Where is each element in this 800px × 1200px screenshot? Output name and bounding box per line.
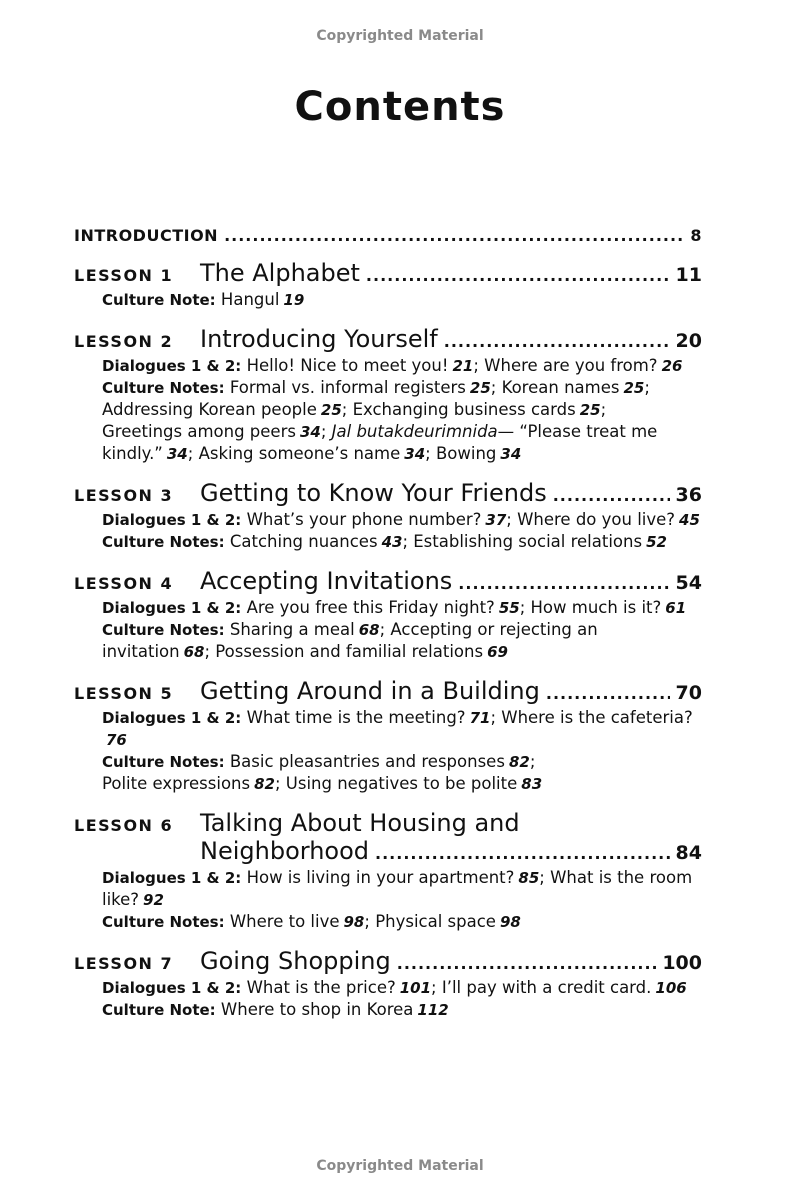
lesson-title-line-2: Neighborhood: [200, 837, 370, 865]
leader-dots: [553, 486, 670, 505]
lesson-page: 20: [675, 330, 702, 352]
lesson-number: LESSON 3: [74, 486, 174, 505]
lesson-page: 36: [675, 484, 702, 506]
leader-dots: [366, 266, 670, 285]
toc-entry-lesson-5[interactable]: [74, 677, 702, 795]
toc-entry-lesson-2[interactable]: [74, 325, 702, 465]
lesson-page: 54: [675, 572, 702, 594]
lesson-page: 70: [675, 682, 702, 704]
leader-dots: [397, 954, 657, 973]
toc-entry-lesson-4[interactable]: [74, 567, 702, 663]
copyright-header: Copyrighted Material: [316, 28, 484, 44]
leader-dots: [444, 332, 670, 351]
page-title: Contents: [294, 84, 506, 130]
lesson-details: Dialogues 1 & 2: What is the price? 101; I’ll pay with a credit card. 106 Culture Note: Where to shop in Korea 112: [102, 978, 687, 1019]
leader-dots: [375, 844, 670, 863]
lesson-details: Dialogues 1 & 2: How is living in your apartment? 85; What is the room like? 92 Culture Notes: Where to live 98; Physical space 98: [102, 868, 693, 931]
lesson-title: Introducing Yourself: [200, 325, 438, 353]
lesson-details: Dialogues 1 & 2: What’s your phone number? 37; Where do you live? 45 Culture Notes: Catching nuances 43; Establishing social relations 52: [102, 510, 700, 551]
lesson-details: Dialogues 1 & 2: Hello! Nice to meet you! 21; Where are you from? 26 Culture Notes: Formal vs. informal registers 25; Korean names 25; Addressing Korean people 25; Exchanging business cards 25; Greetings among peers 34; Jal butakdeurimnida— “Please treat me kindly.” 34; Asking someone’s name 34; Bowing 34: [102, 356, 683, 463]
toc-entry-lesson-6[interactable]: [74, 809, 702, 933]
lesson-details: Dialogues 1 & 2: What time is the meeting? 71; Where is the cafeteria?76 Culture Notes: Basic pleasantries and responses 82; Polite expressions 82; Using negatives to be polite 83: [102, 708, 693, 793]
leader-dots: [224, 226, 684, 245]
intro-page: 8: [690, 226, 702, 245]
lesson-title: Accepting Invitations: [200, 567, 453, 595]
lesson-number: LESSON 6: [74, 816, 174, 835]
lesson-title: Getting Around in a Building: [200, 677, 540, 705]
lesson-title: Getting to Know Your Friends: [200, 479, 547, 507]
lesson-page: 100: [662, 952, 702, 974]
toc-entry-lesson-3[interactable]: [74, 479, 702, 553]
lesson-page: 11: [675, 264, 702, 286]
toc-entry-lesson-7[interactable]: [74, 947, 702, 1021]
lesson-number: LESSON 7: [74, 954, 174, 973]
toc-entry-introduction[interactable]: [74, 226, 702, 245]
lesson-number: LESSON 5: [74, 684, 174, 703]
leader-dots: [546, 684, 670, 703]
table-of-contents: [74, 226, 702, 1035]
lesson-details: Culture Note: Hangul 19: [102, 290, 305, 309]
toc-entry-lesson-1[interactable]: [74, 259, 702, 311]
lesson-number: LESSON 2: [74, 332, 174, 351]
copyright-footer: Copyrighted Material: [316, 1158, 484, 1174]
lesson-number: LESSON 1: [74, 266, 174, 285]
lesson-number: LESSON 4: [74, 574, 174, 593]
intro-label: INTRODUCTION: [74, 226, 219, 245]
lesson-title: The Alphabet: [200, 259, 360, 287]
leader-dots: [458, 574, 669, 593]
lesson-title-line-1: Talking About Housing and: [200, 809, 520, 837]
lesson-page: 84: [675, 842, 702, 864]
lesson-title: Going Shopping: [200, 947, 391, 975]
lesson-details: Dialogues 1 & 2: Are you free this Friday night? 55; How much is it? 61 Culture Notes: Sharing a meal 68; Accepting or rejecting an invitation 68; Possession and familial relations 69: [102, 598, 687, 661]
